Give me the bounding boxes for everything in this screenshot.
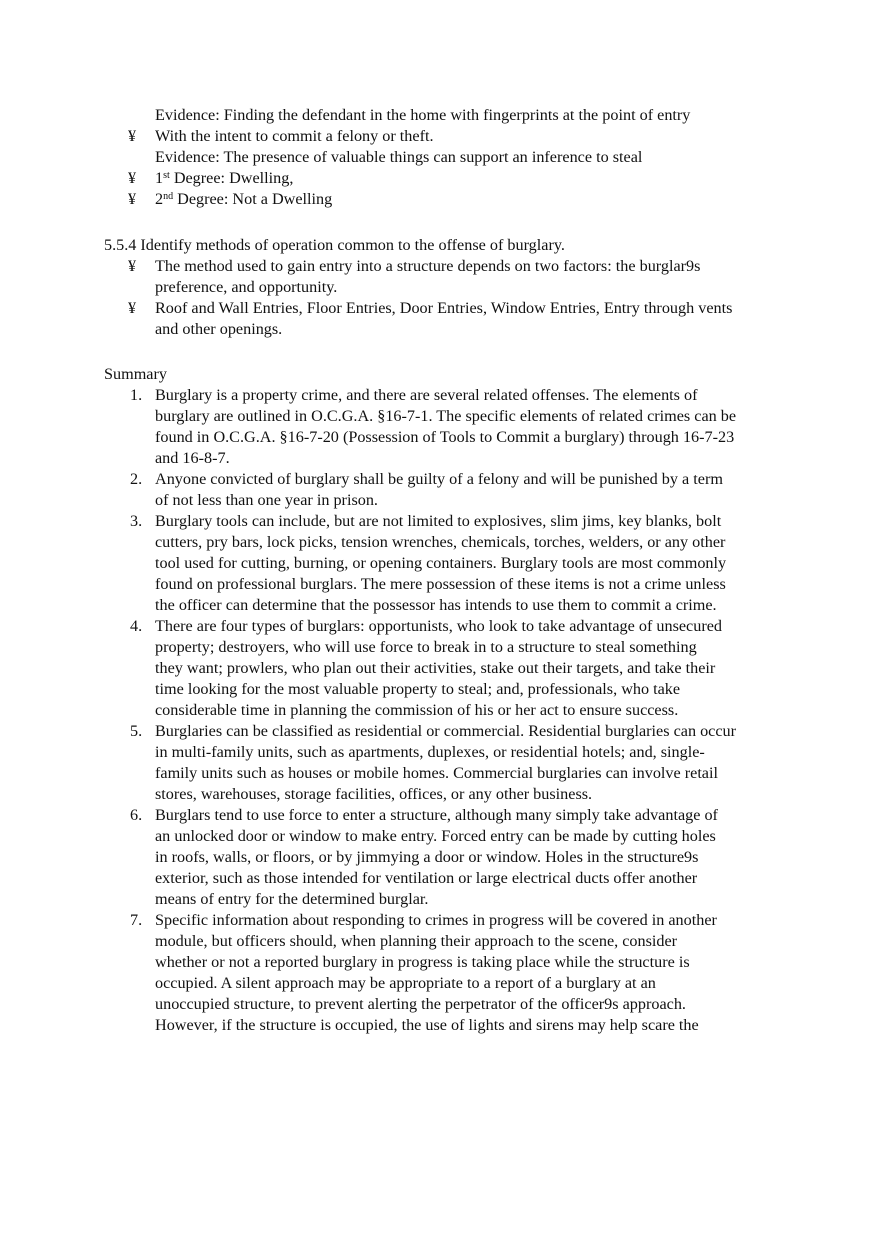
summary-item-line xyxy=(0,637,880,658)
bullet-yen-icon: ¥ xyxy=(128,169,137,187)
intent-text: With the intent to commit a felony or theft. xyxy=(155,127,434,145)
summary-item-text: occupied. A silent approach may be appropriate to a report of a burglary at an xyxy=(155,974,656,992)
method-text-1b: preference, and opportunity. xyxy=(155,278,338,296)
summary-section xyxy=(0,364,880,1036)
summary-item-number: 6. xyxy=(130,806,143,824)
summary-item-text: time looking for the most valuable property to steal; and, professionals, who take xyxy=(155,680,681,698)
summary-item-text: whether or not a reported burglary in progress is taking place while the structure is xyxy=(155,953,690,971)
summary-item-text: module, but officers should, when planning their approach to the scene, consider xyxy=(155,932,678,950)
bullet-yen-icon: ¥ xyxy=(128,127,137,145)
summary-item-line xyxy=(0,763,880,784)
method-text-2b: and other openings. xyxy=(155,320,283,338)
summary-item-text: Burglary is a property crime, and there are several related offenses. The elements of xyxy=(155,386,698,404)
summary-item-text: Burglary tools can include, but are not limited to explosives, slim jims, key blanks, bolt xyxy=(155,512,722,530)
section-heading-line xyxy=(0,235,880,256)
bullet-intent xyxy=(0,126,880,147)
summary-item-text: tool used for cutting, burning, or opening containers. Burglary tools are most commonly xyxy=(155,554,727,572)
summary-item-line xyxy=(0,448,880,469)
second-degree-text: 2nd Degree: Not a Dwelling xyxy=(155,190,333,208)
summary-item-line xyxy=(0,994,880,1015)
summary-item-line xyxy=(0,574,880,595)
bullet-yen-icon: ¥ xyxy=(128,257,137,275)
summary-item-text: family units such as houses or mobile homes. Commercial burglaries can involve retail xyxy=(155,764,718,782)
summary-item-line xyxy=(0,826,880,847)
summary-item-line xyxy=(0,490,880,511)
summary-item-number: 1. xyxy=(130,386,143,404)
method-text-2a: Roof and Wall Entries, Floor Entries, Door Entries, Window Entries, Entry through vents xyxy=(155,299,733,317)
summary-item-line xyxy=(0,931,880,952)
summary-item-line xyxy=(0,952,880,973)
summary-item-text: in roofs, walls, or floors, or by jimmying a door or window. Holes in the structure9s xyxy=(155,848,699,866)
method-bullet-1 xyxy=(0,256,880,277)
summary-item-line xyxy=(0,532,880,553)
summary-item-number: 4. xyxy=(130,617,143,635)
summary-item-text: exterior, such as those intended for ventilation or large electrical ducts offer another xyxy=(155,869,698,887)
summary-item-line xyxy=(0,427,880,448)
summary-item-text: Anyone convicted of burglary shall be guilty of a felony and will be punished by a term xyxy=(155,470,723,488)
method-bullet-2 xyxy=(0,298,880,319)
summary-item-text: unoccupied structure, to prevent alerting the perpetrator of the officer9s approach. xyxy=(155,995,686,1013)
summary-item-line xyxy=(0,973,880,994)
summary-item-text: they want; prowlers, who plan out their activities, stake out their targets, and take their xyxy=(155,659,716,677)
summary-item-text: burglary are outlined in O.C.G.A. §16-7-1. The specific elements of related crimes can be xyxy=(155,407,737,425)
section-heading: 5.5.4 Identify methods of operation common to the offense of burglary. xyxy=(104,236,565,254)
summary-item-line xyxy=(0,784,880,805)
method-bullet-1-cont xyxy=(0,277,880,298)
section-5-5-4 xyxy=(0,235,880,340)
summary-heading-line xyxy=(0,364,880,385)
method-bullet-2-cont xyxy=(0,319,880,340)
summary-item-line xyxy=(0,805,880,826)
summary-item-line xyxy=(0,511,880,532)
summary-item-text: found in O.C.G.A. §16-7-20 (Possession of Tools to Commit a burglary) through 16-7-23 xyxy=(155,428,735,446)
summary-item-text: Specific information about responding to crimes in progress will be covered in another xyxy=(155,911,717,929)
summary-item-line xyxy=(0,469,880,490)
summary-item-line xyxy=(0,847,880,868)
summary-item-line xyxy=(0,910,880,931)
summary-item-line xyxy=(0,742,880,763)
summary-item-text: an unlocked door or window to make entry. Forced entry can be made by cutting holes xyxy=(155,827,716,845)
bullet-second-degree xyxy=(0,189,880,210)
summary-item-text: and 16-8-7. xyxy=(155,449,230,467)
bullet-first-degree xyxy=(0,168,880,189)
evidence-line-2 xyxy=(0,147,880,168)
summary-item-number: 5. xyxy=(130,722,143,740)
summary-item-line xyxy=(0,658,880,679)
summary-item-text: in multi-family units, such as apartments, duplexes, or residential hotels; and, single- xyxy=(155,743,705,761)
evidence-text-2: Evidence: The presence of valuable things can support an inference to steal xyxy=(155,148,643,166)
bullet-yen-icon: ¥ xyxy=(128,299,137,317)
summary-item-number: 2. xyxy=(130,470,143,488)
summary-item-text: the officer can determine that the possessor has intends to use them to commit a crime. xyxy=(155,596,717,614)
summary-item-text: property; destroyers, who will use force to break in to a structure to steal something xyxy=(155,638,697,656)
summary-item-text: Burglaries can be classified as residential or commercial. Residential burglaries can occur xyxy=(155,722,737,740)
summary-item-text: Burglars tend to use force to enter a structure, although many simply take advantage of xyxy=(155,806,718,824)
summary-item-line xyxy=(0,406,880,427)
summary-item-line xyxy=(0,868,880,889)
first-degree-text: 1st Degree: Dwelling, xyxy=(155,169,294,187)
summary-item-line xyxy=(0,700,880,721)
summary-item-line xyxy=(0,721,880,742)
summary-item-text: cutters, pry bars, lock picks, tension wrenches, chemicals, torches, welders, or any other xyxy=(155,533,726,551)
summary-list xyxy=(0,385,880,1036)
summary-item-text: found on professional burglars. The mere possession of these items is not a crime unless xyxy=(155,575,726,593)
evidence-line-1 xyxy=(0,105,880,126)
bullet-yen-icon: ¥ xyxy=(128,190,137,208)
summary-item-line xyxy=(0,889,880,910)
summary-item-line xyxy=(0,553,880,574)
summary-item-line xyxy=(0,1015,880,1036)
summary-item-line xyxy=(0,616,880,637)
summary-item-number: 7. xyxy=(130,911,143,929)
summary-item-line xyxy=(0,385,880,406)
summary-item-text: However, if the structure is occupied, the use of lights and sirens may help scare the xyxy=(155,1016,699,1034)
elements-list xyxy=(0,105,880,210)
summary-item-text: considerable time in planning the commission of his or her act to ensure success. xyxy=(155,701,679,719)
summary-item-line xyxy=(0,679,880,700)
evidence-text-1: Evidence: Finding the defendant in the home with fingerprints at the point of entry xyxy=(155,106,691,124)
summary-item-line xyxy=(0,595,880,616)
summary-item-text: There are four types of burglars: opportunists, who look to take advantage of unsecured xyxy=(155,617,722,635)
summary-item-text: stores, warehouses, storage facilities, offices, or any other business. xyxy=(155,785,593,803)
method-text-1a: The method used to gain entry into a structure depends on two factors: the burglar9s xyxy=(155,257,701,275)
summary-item-number: 3. xyxy=(130,512,143,530)
summary-heading: Summary xyxy=(104,365,167,383)
summary-item-text: of not less than one year in prison. xyxy=(155,491,378,509)
summary-item-text: means of entry for the determined burglar. xyxy=(155,890,429,908)
